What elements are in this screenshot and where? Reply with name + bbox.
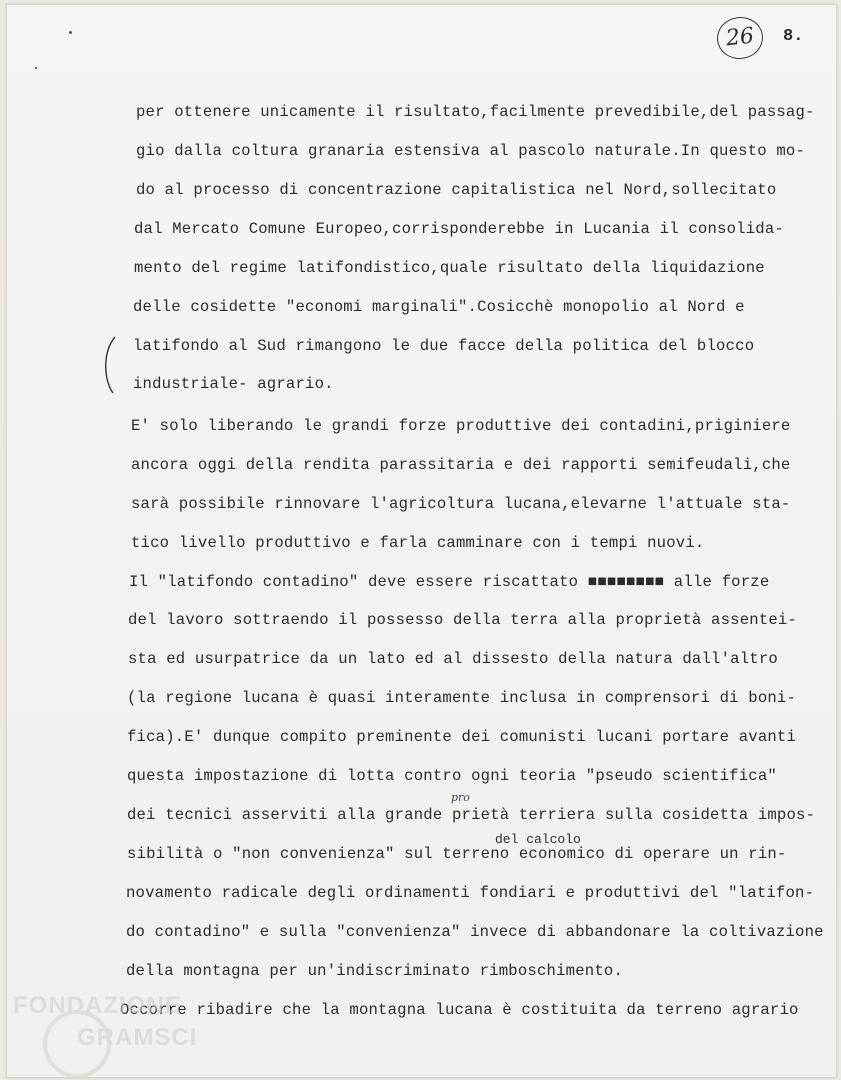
text-line: E' solo liberando le grandi forze produttive dei contadini,priginiere bbox=[131, 417, 791, 435]
text-line: questa impostazione di lotta contro ogni teoria "pseudo scientifica" bbox=[127, 767, 777, 785]
ink-speck bbox=[35, 67, 37, 69]
archive-page-number: 26 bbox=[715, 15, 765, 62]
text-line: gio dalla coltura granaria estensiva al pascolo naturale.In questo mo- bbox=[136, 142, 806, 160]
text-line: latifondo al Sud rimangono le due facce della politica del blocco bbox=[133, 337, 755, 355]
text-line: tico livello produttivo e farla camminare con i tempi nuovi. bbox=[131, 534, 705, 552]
text-line: novamento radicale degli ordinamenti fondiari e produttivi del "latifon- bbox=[126, 884, 815, 902]
text-line: delle cosidette "economi marginali".Cosicchè monopolio al Nord e bbox=[133, 298, 745, 316]
text-line: sta ed usurpatrice da un lato ed al dissesto della natura dall'altro bbox=[128, 650, 778, 668]
text-line: industriale- agrario. bbox=[133, 375, 334, 393]
text-line: Occorre ribadire che la montagna lucana è costituita da terreno agrario bbox=[120, 1001, 799, 1019]
text-line: sarà possibile rinnovare l'agricoltura lucana,elevarne l'attuale sta- bbox=[131, 495, 791, 513]
text-line: (la regione lucana è quasi interamente inclusa in comprensori di boni- bbox=[127, 689, 797, 707]
text-line: Il "latifondo contadino" deve essere riscattato ■■■■■■■■ alle forze bbox=[129, 573, 770, 591]
text-line: dei tecnici asserviti alla grande prietà terriera sulla cosidetta impos- bbox=[127, 806, 816, 824]
text-line: do al processo di concentrazione capitalistica nel Nord,sollecitato bbox=[136, 181, 777, 199]
text-line: do contadino" e sulla "convenienza" invece di abbandonare la coltivazione bbox=[126, 923, 824, 941]
text-line: per ottenere unicamente il risultato,facilmente prevedibile,del passag- bbox=[136, 103, 815, 121]
text-line: del lavoro sottraendo il possesso della terra alla proprietà assentei- bbox=[128, 611, 798, 629]
text-line: della montagna per un'indiscriminato rimboschimento. bbox=[126, 962, 624, 980]
text-line: fica).E' dunque compito preminente dei comunisti lucani portare avanti bbox=[127, 728, 797, 746]
text-line: sibilità o "non convenienza" sul terreno economico di operare un rin- bbox=[127, 845, 787, 863]
foundation-watermark bbox=[13, 990, 213, 1078]
margin-bracket-mark bbox=[95, 335, 125, 395]
text-line: dal Mercato Comune Europeo,corrisponderebbe in Lucania il consolida- bbox=[134, 220, 784, 238]
text-line: ancora oggi della rendita parassitaria e dei rapporti semifeudali,che bbox=[131, 456, 791, 474]
typed-page-number: 8. bbox=[783, 27, 804, 46]
ink-speck bbox=[69, 31, 72, 34]
handwritten-insert-pro: pro bbox=[451, 791, 470, 804]
typed-insert-del-calcolo: del calcolo bbox=[495, 832, 581, 847]
watermark-text: GRAMSCI bbox=[77, 1024, 198, 1051]
watermark-text: FONDAZIONE bbox=[13, 992, 182, 1019]
text-line: mento del regime latifondistico,quale risultato della liquidazione bbox=[134, 259, 765, 277]
document-page bbox=[6, 4, 837, 1078]
